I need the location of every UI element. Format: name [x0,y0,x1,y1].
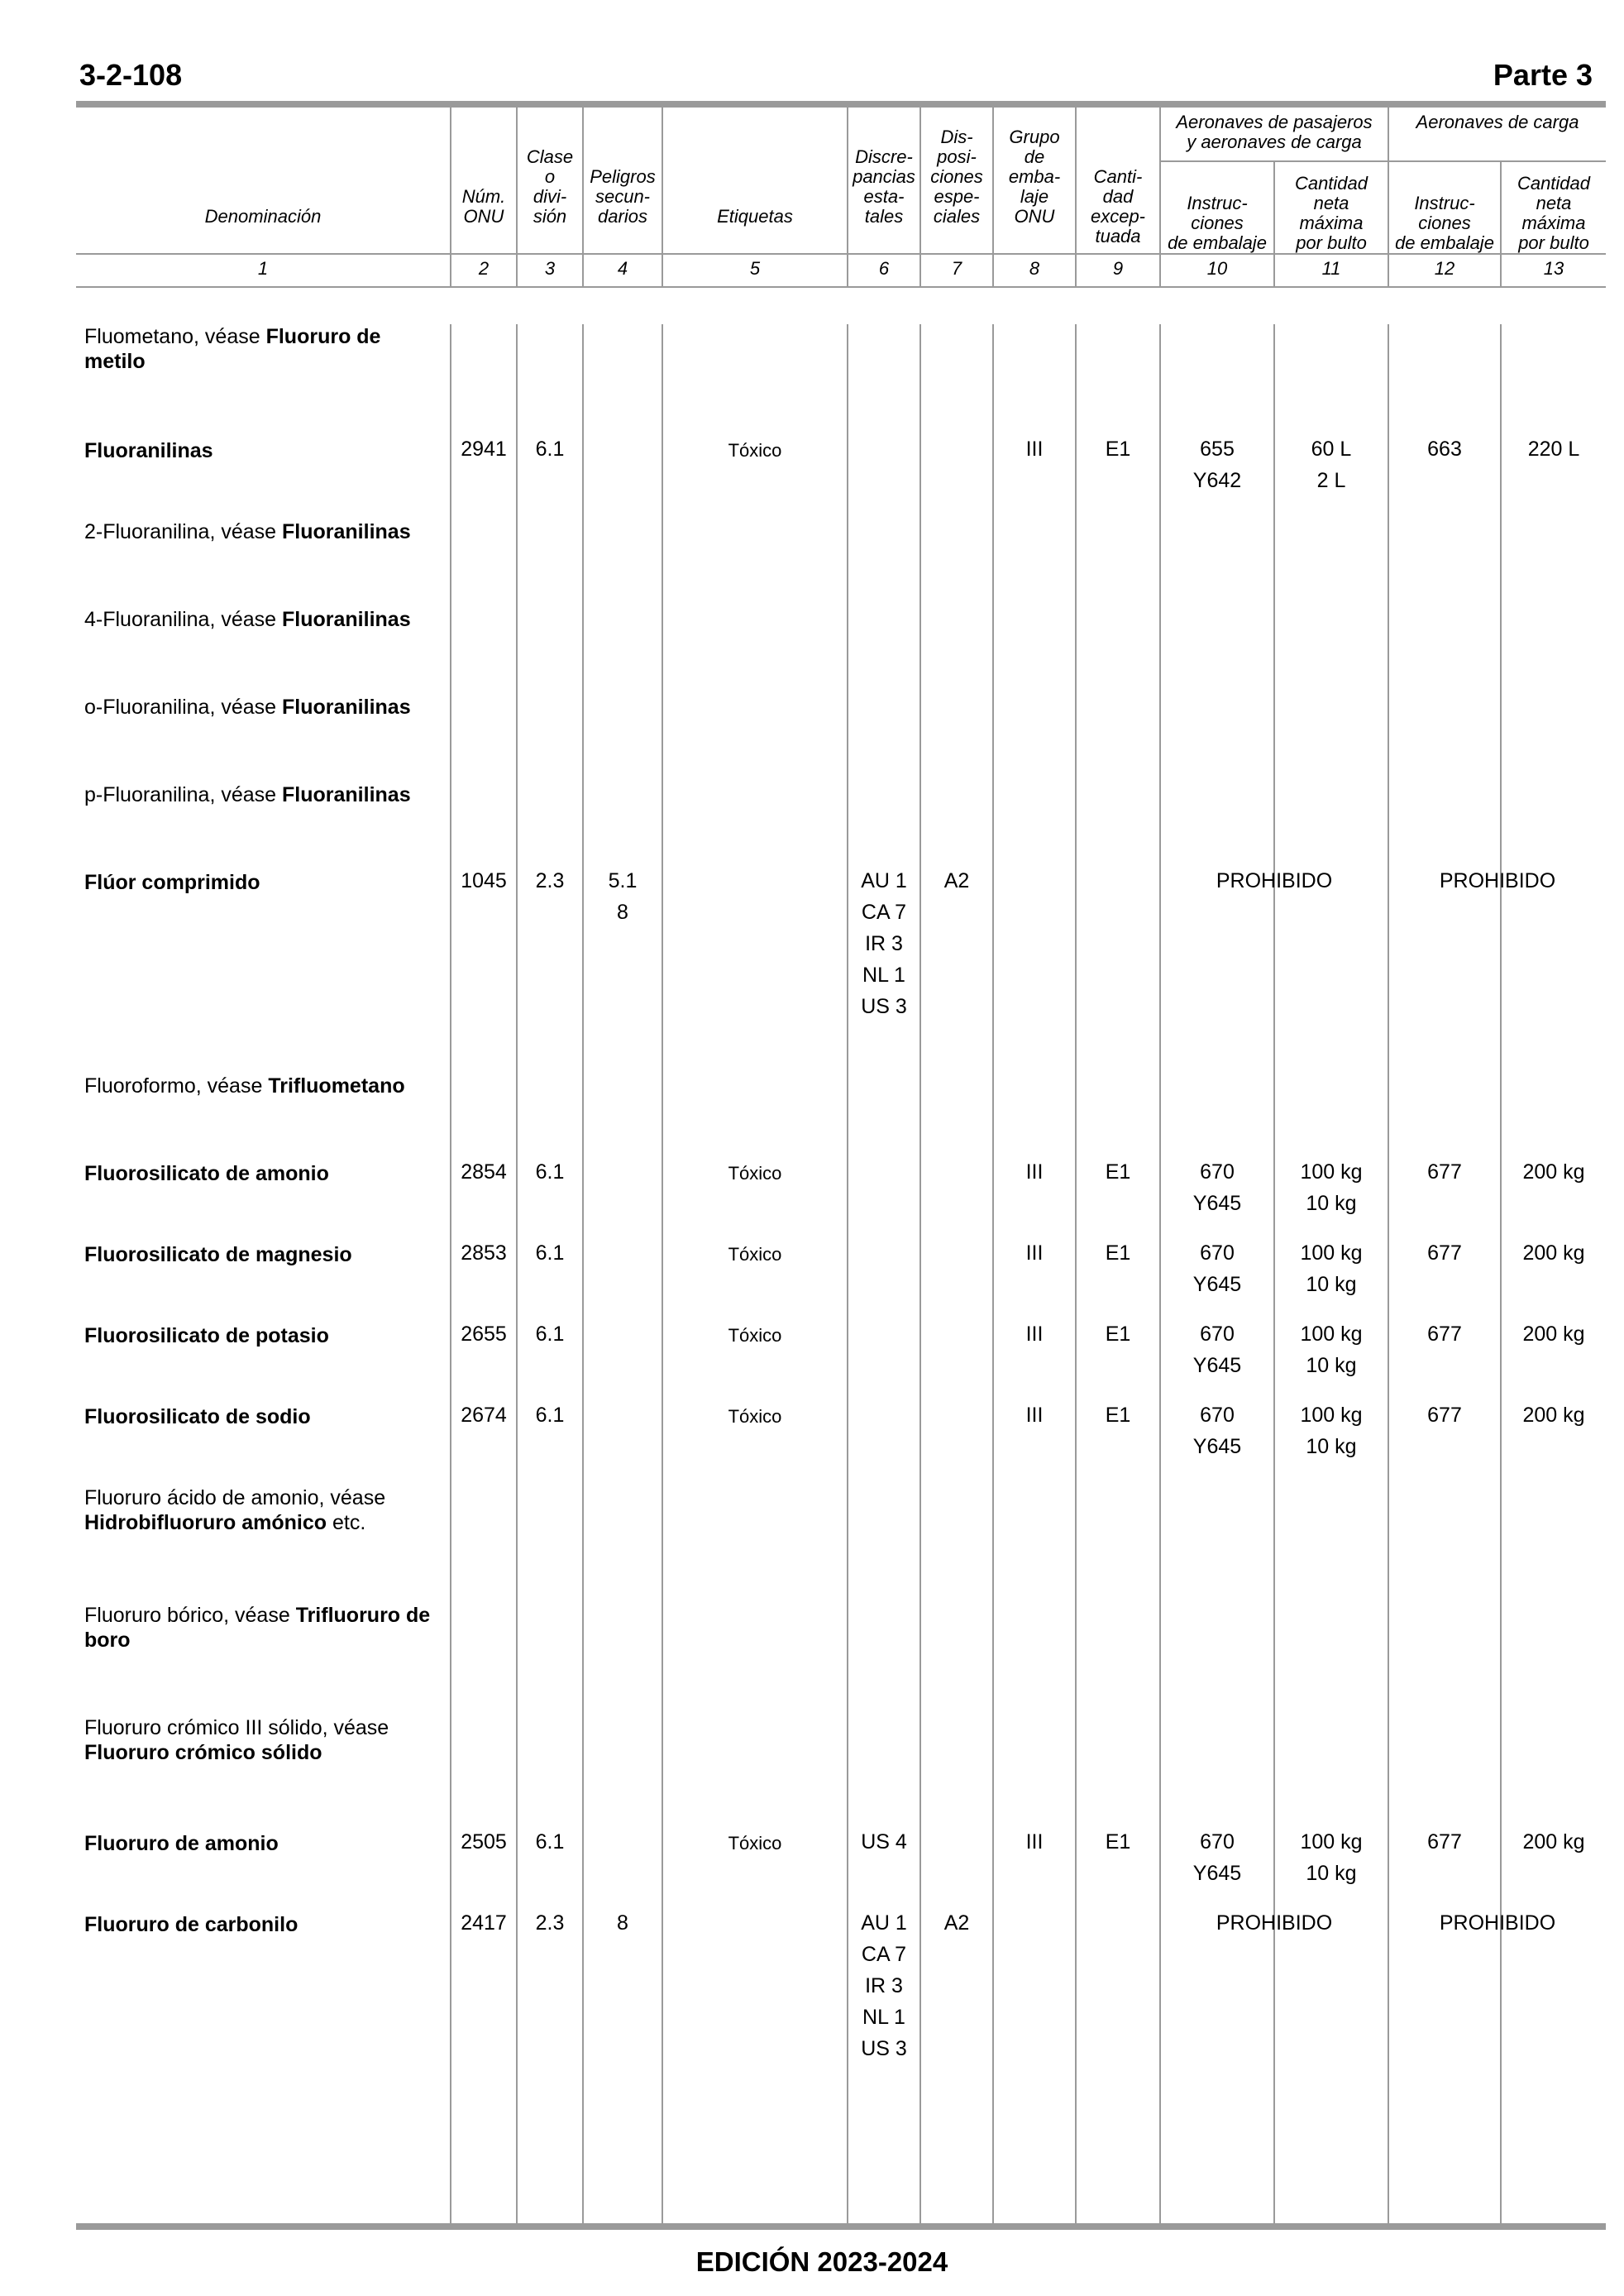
column-number: 8 [1029,258,1040,279]
special-provision: A2 [943,869,970,892]
substance-name [84,1912,440,1937]
page-footer: EDICIÓN 2023-2024 [695,2246,948,2277]
packing-instruction-passenger: 655 Y642 [1192,438,1242,492]
substance-name [84,870,440,895]
column-number: 1 [257,258,269,279]
passenger-forbidden: PROHIBIDO [1216,869,1333,892]
max-qty-passenger: 60 L 2 L [1311,438,1352,492]
column-number: 5 [749,258,761,279]
cargo-forbidden: PROHIBIDO [1439,869,1556,892]
substance-name [84,519,440,544]
class-division: 2.3 [535,869,565,892]
class-division: 6.1 [535,1404,565,1427]
substance-name [84,1074,440,1098]
packing-group: III [1025,1241,1044,1265]
un-number: 1045 [461,869,507,892]
column-number: 6 [878,258,890,279]
name-bold: Fluoruro de metilo [84,325,381,373]
name-bold: Fluoranilinas [282,608,411,631]
aircraft-group-divider [1161,160,1606,162]
table-top-rule [76,101,1606,108]
packing-instruction-passenger: 670 Y645 [1192,1241,1242,1296]
max-qty-cargo: 200 kg [1522,1830,1585,1854]
column-number: 10 [1206,258,1228,279]
subsidiary-hazard: 5.1 8 [608,869,638,924]
column-number: 4 [617,258,628,279]
substance-name [84,782,440,807]
name-bold: Fluorosilicato de magnesio [84,1243,352,1266]
packing-group: III [1025,1160,1044,1184]
name-bold: Fluorosilicato de amonio [84,1162,329,1185]
header-cantidad-pasajeros: Cantidad neta máxima por bulto [1294,173,1368,253]
body-column-divider [662,324,663,2223]
substance-name [84,1603,440,1653]
substance-name [84,438,440,463]
un-number: 2941 [461,438,507,461]
state-variation: US 4 [861,1830,907,1854]
substance-name [84,1831,440,1856]
name-bold: Fluoruro de carbonilo [84,1913,299,1936]
name-bold: Fluoranilinas [282,696,411,719]
passenger-forbidden: PROHIBIDO [1216,1911,1333,1935]
excepted-quantity: E1 [1105,438,1131,461]
state-variation: AU 1 CA 7 IR 3 NL 1 US 3 [861,869,907,1018]
substance-name [84,324,440,374]
header-disposiciones: Dis- posi- ciones espe- ciales [930,127,983,227]
body-column-divider [992,324,994,2223]
name-bold: Fluoruro de amonio [84,1832,279,1855]
substance-name [84,607,440,632]
header-aeronaves-carga: Aeronaves de carga [1416,112,1579,132]
state-variation: AU 1 CA 7 IR 3 NL 1 US 3 [861,1911,907,2060]
packing-instruction-passenger: 670 Y645 [1192,1160,1242,1215]
max-qty-cargo: 200 kg [1522,1160,1585,1184]
column-number: 9 [1112,258,1124,279]
label: Tóxico [728,1325,782,1346]
header-grupo-embalaje: Grupo de emba- laje ONU [1008,127,1061,227]
un-number: 2674 [461,1404,507,1427]
header-etiquetas: Etiquetas [717,206,793,227]
header-denominacion: Denominación [204,206,322,227]
excepted-quantity: E1 [1105,1241,1131,1265]
packing-instruction-cargo: 677 [1427,1241,1462,1265]
name-plain: Fluoruro crómico III sólido, véase [84,1716,389,1739]
max-qty-cargo: 200 kg [1522,1323,1585,1346]
packing-instruction-passenger: 670 Y645 [1192,1323,1242,1377]
header-instrucciones-carga: Instruc- ciones de embalaje [1395,193,1494,253]
header-discrepancias: Discre- pancias esta- tales [853,146,915,227]
special-provision: A2 [943,1911,970,1935]
header-cantidad-carga: Cantidad neta máxima por bulto [1517,173,1591,253]
column-number-divider [76,286,1606,288]
header-clase: Clase o divi- sión [526,146,574,227]
class-division: 2.3 [535,1911,565,1935]
packing-instruction-cargo: 677 [1427,1404,1462,1427]
packing-instruction-cargo: 663 [1427,438,1462,461]
name-plain: 2-Fluoranilina, véase [84,520,283,543]
un-number: 2655 [461,1323,507,1346]
packing-group: III [1025,1404,1044,1427]
column-number: 7 [951,258,962,279]
column-number: 12 [1434,258,1455,279]
name-bold: Flúor comprimido [84,871,260,894]
max-qty-passenger: 100 kg 10 kg [1300,1323,1363,1377]
class-division: 6.1 [535,1160,565,1184]
column-number: 2 [478,258,490,279]
un-number: 2505 [461,1830,507,1854]
column-number: 11 [1321,258,1341,279]
name-bold: Fluoranilinas [282,520,411,543]
label: Tóxico [728,1833,782,1854]
substance-name [84,695,440,720]
substance-name [84,1715,440,1765]
max-qty-cargo: 220 L [1527,438,1580,461]
max-qty-passenger: 100 kg 10 kg [1300,1830,1363,1885]
substance-name [84,1485,440,1535]
name-bold: Trifluometano [268,1074,405,1098]
page-part: Parte 3 [1493,58,1593,92]
page-number: 3-2-108 [79,58,183,92]
name-plain: p-Fluoranilina, véase [84,783,283,806]
un-number: 2417 [461,1911,507,1935]
max-qty-passenger: 100 kg 10 kg [1300,1241,1363,1296]
packing-instruction-cargo: 677 [1427,1160,1462,1184]
name-bold: Hidrobifluoruro amónico [84,1511,327,1534]
substance-name [84,1161,440,1186]
excepted-quantity: E1 [1105,1830,1131,1854]
name-tail: etc. [327,1511,366,1534]
packing-group: III [1025,1323,1044,1346]
max-qty-cargo: 200 kg [1522,1404,1585,1427]
packing-instruction-passenger: 670 Y645 [1192,1404,1242,1458]
excepted-quantity: E1 [1105,1160,1131,1184]
name-plain: o-Fluoranilina, véase [84,696,283,719]
packing-instruction-cargo: 677 [1427,1830,1462,1854]
subsidiary-hazard: 8 [617,1911,628,1935]
body-column-divider [1075,324,1077,2223]
label: Tóxico [728,1406,782,1427]
substance-name [84,1404,440,1429]
cargo-forbidden: PROHIBIDO [1439,1911,1556,1935]
header-cantidad-exceptuada: Canti- dad excep- tuada [1090,166,1146,246]
max-qty-passenger: 100 kg 10 kg [1300,1160,1363,1215]
name-bold: Trifluoruro de boro [84,1604,431,1652]
max-qty-passenger: 100 kg 10 kg [1300,1404,1363,1458]
max-qty-cargo: 200 kg [1522,1241,1585,1265]
header-instrucciones-pasajeros: Instruc- ciones de embalaje [1168,193,1267,253]
name-bold: Fluoranilinas [282,783,411,806]
excepted-quantity: E1 [1105,1404,1131,1427]
name-plain: Fluometano, véase [84,325,266,348]
header-num-onu: Núm. ONU [461,186,506,227]
label: Tóxico [728,1163,782,1184]
class-division: 6.1 [535,1323,565,1346]
column-number: 3 [544,258,556,279]
excepted-quantity: E1 [1105,1323,1131,1346]
name-bold: Fluoranilinas [84,439,213,462]
label: Tóxico [728,440,782,461]
column-number: 13 [1543,258,1564,279]
substance-name [84,1323,440,1348]
label: Tóxico [728,1244,782,1265]
substance-name [84,1242,440,1267]
name-bold: Fluorosilicato de potasio [84,1324,329,1347]
packing-group: III [1025,1830,1044,1854]
packing-group: III [1025,438,1044,461]
name-bold: Fluoruro crómico sólido [84,1741,322,1764]
un-number: 2854 [461,1160,507,1184]
name-plain: Fluoroformo, véase [84,1074,269,1098]
table-bottom-rule [76,2223,1606,2230]
header-divider [76,253,1606,255]
class-division: 6.1 [535,438,565,461]
header-peligros: Peligros secun- darios [590,166,656,227]
header-aeronaves-pasajeros: Aeronaves de pasajeros y aeronaves de carga [1176,112,1373,152]
class-division: 6.1 [535,1241,565,1265]
packing-instruction-passenger: 670 Y645 [1192,1830,1242,1885]
name-plain: Fluoruro bórico, véase [84,1604,296,1627]
un-number: 2853 [461,1241,507,1265]
class-division: 6.1 [535,1830,565,1854]
name-plain: Fluoruro ácido de amonio, véase [84,1486,386,1509]
name-bold: Fluorosilicato de sodio [84,1405,311,1428]
packing-instruction-cargo: 677 [1427,1323,1462,1346]
name-plain: 4-Fluoranilina, véase [84,608,283,631]
